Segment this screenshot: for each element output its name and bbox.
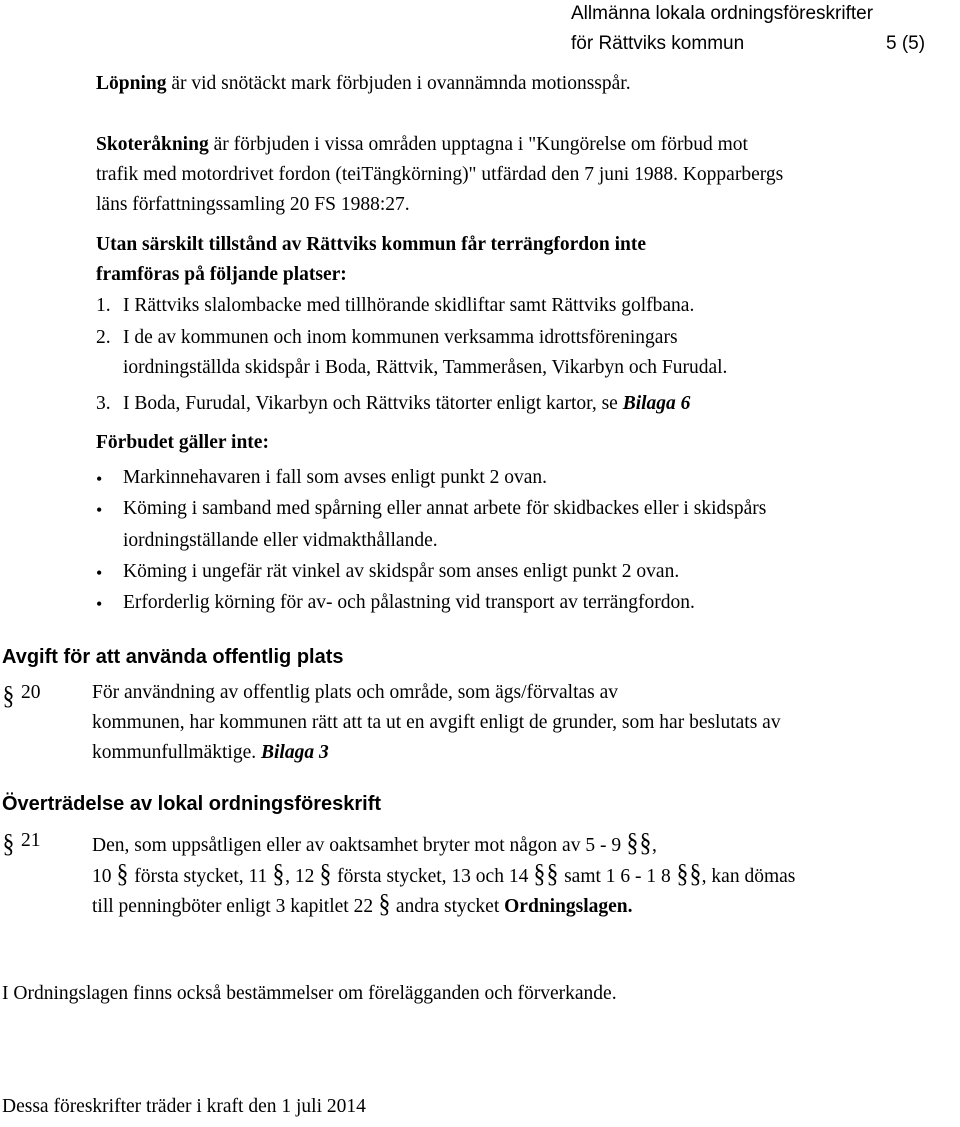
item-3 (123, 393, 690, 415)
bullet-2-text-cont: iordningställande eller vidmakthållande. (123, 530, 438, 551)
overtradelse-line2-c: , 12 (285, 866, 320, 887)
item-2-text: I de av kommunen och inom kommunen verksamma idrottsföreningars (123, 327, 678, 348)
bullet-3-text: Köming i ungefär rät vinkel av skidspår som anses enligt punkt 2 ovan. (123, 561, 680, 582)
lopning-text: är vid snötäckt mark förbjuden i ovannämnda motionsspår. (166, 73, 631, 94)
overtradelse-line3 (92, 891, 633, 918)
item-2-number: 2. (96, 327, 111, 348)
lopning-term: Löpning (96, 73, 167, 94)
lopning-paragraph (96, 73, 631, 95)
avgift-heading: Avgift för att använda offentlig plats (2, 646, 344, 668)
header-title-line1: Allmänna lokala ordningsföreskrifter (571, 3, 874, 24)
avgift-line1: För användning av offentlig plats och område, som ägs/förvaltas av (92, 682, 619, 703)
page-number: 5 (5) (886, 33, 926, 54)
paragraph-sign-icon: § (272, 859, 285, 888)
paragraph-sign-icon: § (676, 859, 689, 888)
overtradelse-line3-b: andra stycket (390, 896, 505, 917)
bullet-2-text: Köming i samband med spårning eller annat arbete för skidbackes eller i skidspårs (123, 498, 767, 519)
avgift-line3-text: kommunfullmäktige. (92, 742, 261, 763)
item-1-text: I Rättviks slalombacke med tillhörande skidliftar samt Rättviks golfbana. (123, 295, 695, 316)
utan-heading-line2: framföras på följande platser: (96, 264, 347, 285)
skoter-text: är förbjuden i vissa områden upptagna i "Kungörelse om förbud mot (208, 134, 748, 155)
bullet-icon: • (96, 594, 103, 614)
overtradelse-line1-text: Den, som uppsåtligen eller av oaktsamhet bryter mot någon av 5 - 9 (92, 835, 626, 856)
ordningslagen-ref: Ordningslagen. (504, 896, 633, 917)
item-3-number: 3. (96, 393, 111, 414)
overtradelse-line2 (92, 861, 795, 888)
avgift-line3 (92, 742, 329, 764)
forbud-heading: Förbudet gäller inte: (96, 432, 269, 453)
avgift-line2: kommunen, har kommunen rätt att ta ut en avgift enligt de grunder, som har beslutats av (92, 712, 781, 733)
overtradelse-line1-end: , (651, 835, 657, 856)
skoter-term: Skoteråkning (96, 134, 209, 155)
paragraph-sign-icon: § (378, 889, 391, 918)
paragraph-21-number: 21 (21, 830, 41, 851)
bilaga-6-ref: Bilaga 6 (622, 393, 691, 414)
paragraph-sign-icon: § (2, 681, 15, 710)
ordningslagen-note: I Ordningslagen finns också bestämmelser om förelägganden och förverkande. (2, 983, 617, 1004)
overtradelse-line2-f: , kan dömas (701, 866, 796, 887)
item-3-text: I Boda, Furudal, Vikarbyn och Rättviks tätorter enligt kartor, se (123, 393, 623, 414)
overtradelse-line2-a: 10 (92, 866, 117, 887)
utan-heading-line1: Utan särskilt tillstånd av Rättviks kommun får terrängfordon inte (96, 234, 646, 255)
item-2-text-cont: iordningställda skidspår i Boda, Rättvik, Tammeråsen, Vikarbyn och Furudal. (123, 357, 728, 378)
paragraph-sign-icon: § (117, 859, 129, 888)
bullet-icon: • (96, 469, 103, 489)
bullet-1-text: Markinnehavaren i fall som avses enligt punkt 2 ovan. (123, 467, 548, 488)
paragraph-sign-icon: § (626, 828, 639, 857)
paragraph-20-number: 20 (21, 682, 41, 703)
bullet-4-text: Erforderlig körning för av- och pålastning vid transport av terrängfordon. (123, 592, 695, 613)
skoter-line1 (96, 134, 748, 156)
overtradelse-line2-b: första stycket, 11 (129, 866, 273, 887)
overtradelse-line1 (92, 830, 657, 857)
paragraph-sign-icon: § (639, 828, 652, 857)
overtradelse-heading: Överträdelse av lokal ordningsföreskrift (2, 793, 382, 815)
paragraph-sign-icon: § (533, 859, 546, 888)
paragraph-sign-icon: § (2, 829, 15, 858)
paragraph-sign-icon: § (319, 859, 332, 888)
skoter-line2: trafik med motordrivet fordon (teiTängkörning)" utfärdad den 7 juni 1988. Kopparbergs (96, 164, 784, 185)
paragraph-sign-icon: § (546, 859, 559, 888)
header-title-line2: för Rättviks kommun (571, 33, 745, 54)
bullet-icon: • (96, 500, 103, 520)
effective-date: Dessa föreskrifter träder i kraft den 1 juli 2014 (2, 1096, 366, 1117)
overtradelse-line2-d: första stycket, 13 och 14 (332, 866, 534, 887)
item-1-number: 1. (96, 295, 111, 316)
bullet-icon: • (96, 563, 103, 583)
paragraph-sign-icon: § (689, 859, 702, 888)
overtradelse-line2-e: samt 1 6 - 1 8 (559, 866, 676, 887)
overtradelse-line3-text: till penningböter enligt 3 kapitlet 22 (92, 896, 378, 917)
skoter-line3: läns författningssamling 20 FS 1988:27. (96, 194, 410, 215)
bilaga-3-ref: Bilaga 3 (260, 742, 329, 763)
